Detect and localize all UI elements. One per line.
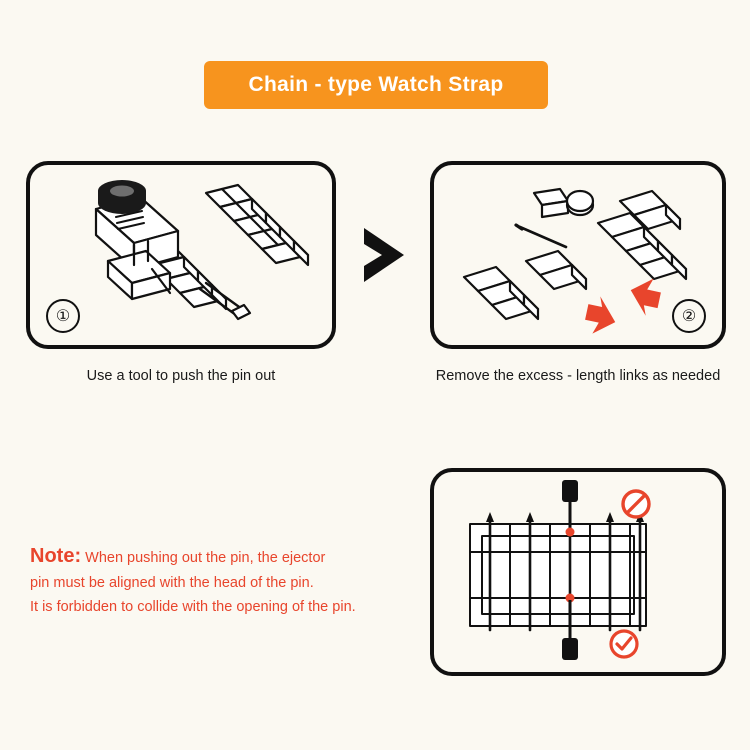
pin-alignment-illustration [434,472,722,672]
step-1-badge: ① [46,299,80,333]
step-1-panel [26,161,336,349]
no-entry-icon [623,491,649,517]
note-line-3: It is forbidden to collide with the opening of the pin. [30,598,356,615]
note-block [30,540,410,619]
pin-alignment-detail-panel [430,468,726,676]
note-line-2: pin must be aligned with the head of the pin. [30,575,314,592]
step-2-panel [430,161,726,349]
note-label: Note: [30,545,82,567]
step-2-caption: Remove the excess - length links as needed [435,368,721,384]
page-title: Chain - type Watch Strap [248,73,504,96]
check-circle-icon [611,631,637,657]
tool-knob [98,180,146,214]
chevron-right-arrow-icon [358,226,410,284]
step-2-badge: ② [672,299,706,333]
note-line-1: When pushing out the pin, the ejector [85,550,326,566]
step-1-caption: Use a tool to push the pin out [86,368,276,384]
page-title-banner [204,61,548,109]
red-arrow-icons [583,274,664,337]
